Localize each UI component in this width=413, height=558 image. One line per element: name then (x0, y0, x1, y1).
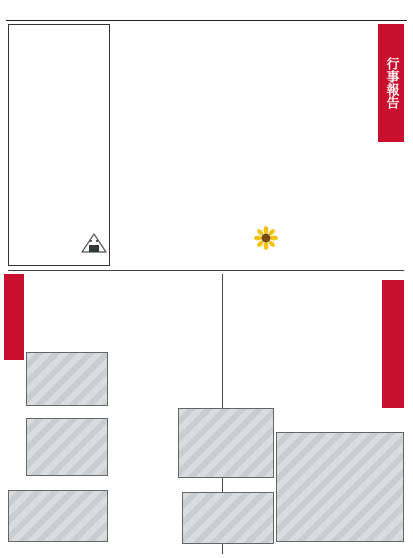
photo-drum (276, 432, 404, 542)
rice-ball-icon (80, 232, 108, 254)
photo-draw-1 (26, 352, 108, 406)
offerings-list (13, 31, 87, 261)
festival-text (226, 278, 380, 426)
offerings-box (8, 24, 110, 266)
report-text-col3 (112, 26, 198, 266)
shinma-title-bar (4, 274, 24, 360)
photo-interview (8, 490, 108, 542)
sunflower-icon (254, 226, 278, 250)
report-text-col1 (282, 26, 376, 266)
photo-evening-festival (178, 408, 274, 478)
festival-title (382, 280, 404, 408)
section-divider (8, 270, 404, 271)
report-title: 行事報告 (378, 24, 404, 142)
header-bar (6, 5, 407, 19)
offerings-title (89, 31, 105, 181)
shinma-text (112, 274, 220, 400)
header-rule (6, 20, 407, 21)
photo-dance (182, 492, 274, 544)
photo-draw-2 (26, 418, 108, 476)
